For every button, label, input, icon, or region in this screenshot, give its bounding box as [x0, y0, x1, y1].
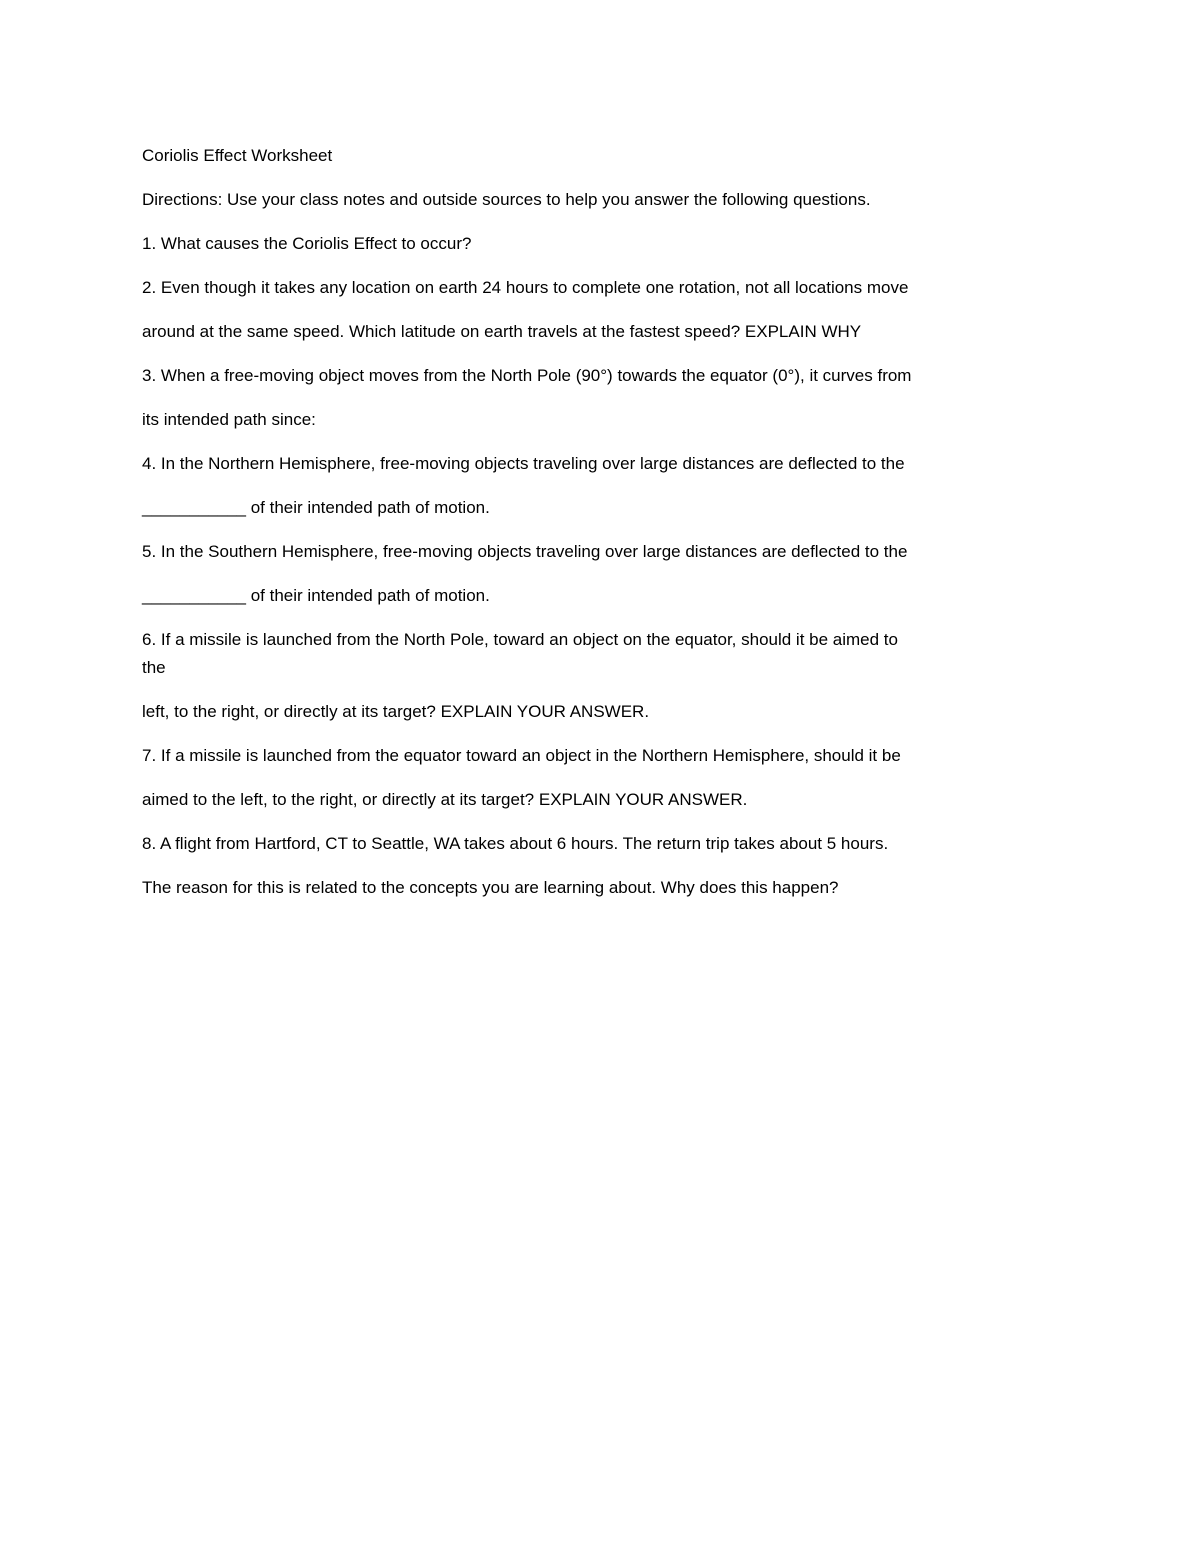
question-2-line-1: 2. Even though it takes any location on earth 24 hours to complete one rotation, not all locations move: [142, 278, 909, 297]
question-5-line-2: ___________ of their intended path of motion.: [142, 586, 490, 605]
question-7-line-1: 7. If a missile is launched from the equator toward an object in the Northern Hemisphere, should it be: [142, 746, 901, 765]
question-1-line-1: 1. What causes the Coriolis Effect to occur?: [142, 234, 472, 253]
question-3-line-1: 3. When a free-moving object moves from the North Pole (90°) towards the equator (0°), it curves from: [142, 366, 912, 385]
question-2-line-2: around at the same speed. Which latitude on earth travels at the fastest speed? EXPLAIN WHY: [142, 322, 862, 341]
question-3-line-2: its intended path since:: [142, 410, 316, 429]
question-5-line-1: 5. In the Southern Hemisphere, free-moving objects traveling over large distances are deflected to the: [142, 542, 908, 561]
question-4-line-1: 4. In the Northern Hemisphere, free-moving objects traveling over large distances are deflected to the: [142, 454, 905, 473]
question-6-line-1: 6. If a missile is launched from the North Pole, toward an object on the equator, should it be aimed to: [142, 630, 898, 649]
question-8-line-2: The reason for this is related to the concepts you are learning about. Why does this happen?: [142, 878, 839, 897]
question-7-line-2: aimed to the left, to the right, or directly at its target? EXPLAIN YOUR ANSWER.: [142, 790, 748, 809]
question-8-line-1: 8. A flight from Hartford, CT to Seattle, WA takes about 6 hours. The return trip takes about 5 hours.: [142, 834, 889, 853]
question-6-line-3: left, to the right, or directly at its target? EXPLAIN YOUR ANSWER.: [142, 702, 650, 721]
question-4-line-2: ___________ of their intended path of motion.: [142, 498, 490, 517]
worksheet-title: Coriolis Effect Worksheet: [142, 146, 333, 165]
worksheet-directions: Directions: Use your class notes and outside sources to help you answer the following questions.: [142, 190, 871, 209]
question-6-line-2: the: [142, 658, 166, 677]
worksheet-body: [142, 142, 1052, 918]
